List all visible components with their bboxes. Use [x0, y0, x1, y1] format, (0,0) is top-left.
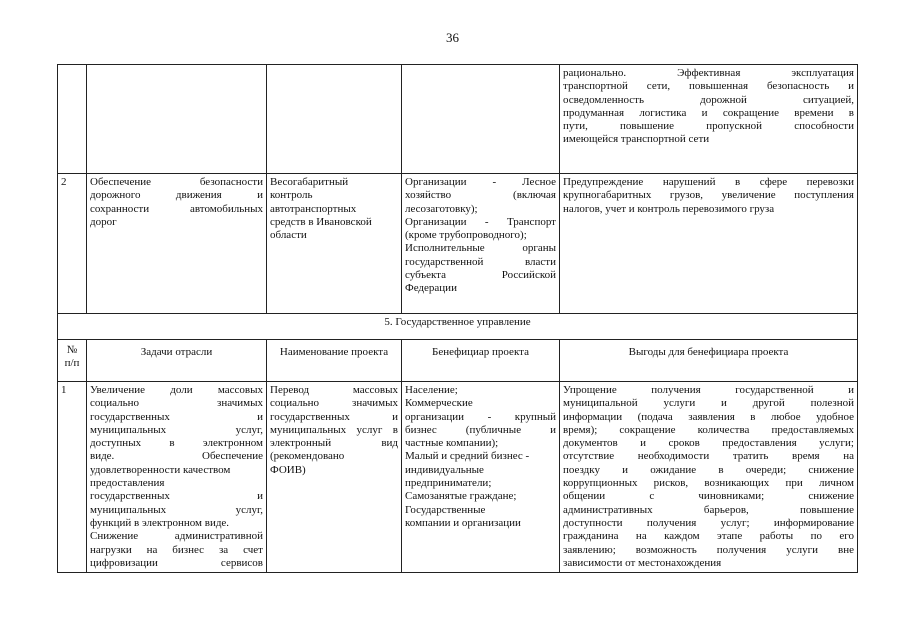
benefits-text: рационально. Эффективная эксплуатация транспортной сети, повышенная безопасность и осведомленность дорожной ситуацией, продуманная логистика и сокращение времени в пути, повышение пропускной способности имеющейся транспортной сети — [563, 67, 854, 146]
project-cell — [267, 65, 402, 174]
task-cell — [87, 382, 267, 573]
beneficiary-text: Население; Коммерческие организации - крупный бизнес (публичные и частные компании); Малый и средний бизнес - индивидуальные предприниматели; Самозанятые граждане; Государственные компании и организации — [405, 384, 556, 529]
number-cell: 2 — [58, 174, 87, 314]
table-row — [58, 174, 858, 314]
project-text: Весогабаритный контроль автотранспортных средств в Ивановской области — [270, 176, 372, 242]
beneficiary-cell — [402, 174, 560, 314]
section-title: 5. Государственное управление — [58, 314, 858, 340]
header-number-text: № п/п — [64, 344, 80, 370]
project-table — [57, 64, 858, 573]
header-project: Наименование проекта — [267, 340, 402, 382]
benefits-cell — [560, 174, 858, 314]
beneficiary-cell — [402, 382, 560, 573]
project-cell — [267, 382, 402, 573]
table-row — [58, 382, 858, 573]
benefits-cell — [560, 382, 858, 573]
task-cell — [87, 174, 267, 314]
benefits-text: Предупреждение нарушений в сфере перевозки крупногабаритных грузов, увеличение поступления налогов, учет и контроль перевозимого груза — [563, 176, 854, 215]
number-cell: 1 — [58, 382, 87, 573]
beneficiary-text: Организации - Лесное хозяйство (включая лесозаготовку); Организации - Транспорт (кроме трубопроводного); Исполнительные органы государственной власти субъекта Российской Федерации — [405, 176, 556, 295]
benefits-text: Упрощение получения государственной и муниципальной услуги и другой полезной информации (подача заявления в любое удобное время); сокращение количества предоставляемых документов и сроков предоставления услуги; отсутствие необходимости тратить время на поездку и ожидание в очереди; снижение коррупционных рисков, возникающих при личном общении с чиновниками; снижение административных барьеров, повышение доступности получения услуг; информирование гражданина на каждом этапе работы по его заявлению; возможность получения услуги вне зависимости от местонахождения — [563, 384, 854, 569]
header-beneficiary: Бенефициар проекта — [402, 340, 560, 382]
beneficiary-cell — [402, 65, 560, 174]
number-cell — [58, 65, 87, 174]
page-number: 36 — [446, 30, 459, 45]
header-row — [58, 340, 858, 382]
header-task: Задачи отрасли — [87, 340, 267, 382]
task-text: Обеспечение безопасности дорожного движения и сохранности автомобильных дорог — [90, 176, 263, 228]
header-benefits: Выгоды для бенефициара проекта — [560, 340, 858, 382]
project-cell — [267, 174, 402, 314]
task-text: Увеличение доли массовых социально значимых государственных и муниципальных услуг, доступных в электронном виде. Обеспечение удовлетворенности качеством предоставления государственных и муниципальных услуг, функций в электронном виде. Снижение административной нагрузки на бизнес за счет цифровизации сервисов — [90, 384, 263, 569]
benefits-cell — [560, 65, 858, 174]
task-cell — [87, 65, 267, 174]
header-number — [58, 340, 87, 382]
section-row — [58, 314, 858, 340]
project-text: Перевод массовых социально значимых государственных и муниципальных услуг в электронный вид (рекомендовано ФОИВ) — [270, 384, 398, 476]
table-row — [58, 65, 858, 174]
